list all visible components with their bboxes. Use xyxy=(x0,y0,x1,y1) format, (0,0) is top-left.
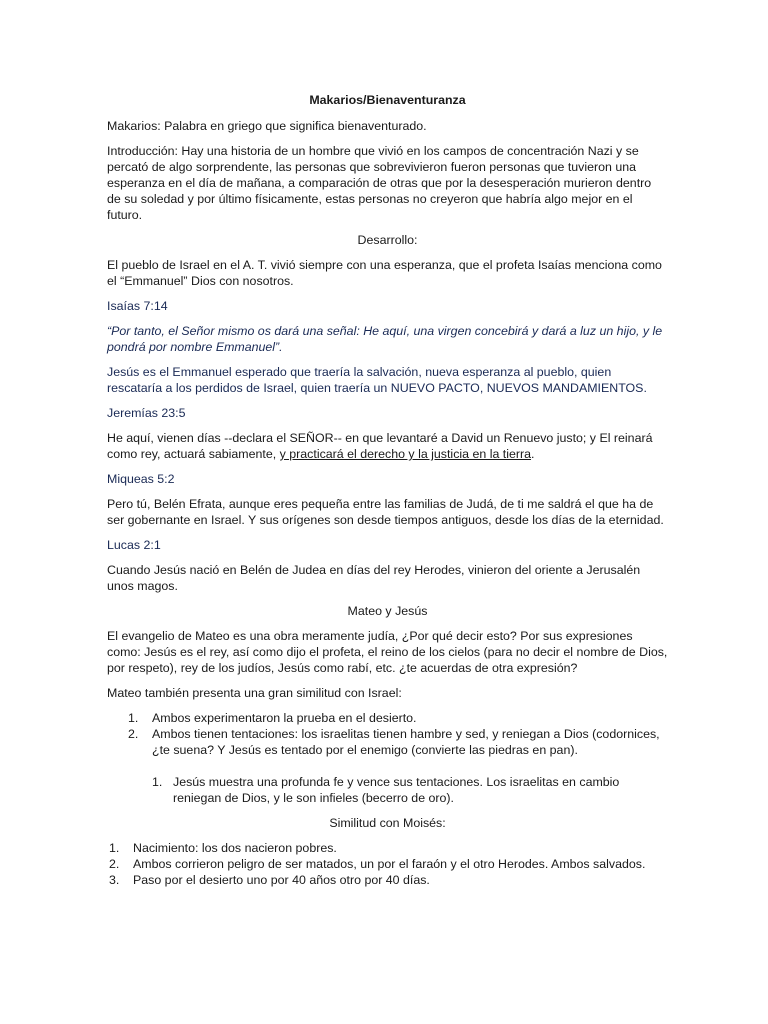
list-item-number: 2. xyxy=(109,857,120,871)
lucas-reference: Lucas 2:1 xyxy=(107,538,161,552)
moises-similarity-list xyxy=(107,840,668,888)
spacer xyxy=(107,767,668,774)
jeremias-text xyxy=(107,430,668,462)
list-item-text: Ambos experimentaron la prueba en el desierto. xyxy=(152,711,417,725)
list-item-number: 3. xyxy=(109,873,120,887)
list-item-text: Paso por el desierto uno por 40 años otro por 40 días. xyxy=(133,873,430,887)
list-item-number: 2. xyxy=(128,727,139,741)
miqueas-text: Pero tú, Belén Efrata, aunque eres pequeña entre las familias de Judá, de ti me saldrá el que ha de ser gobernante en Israel. Y sus orígenes son desde tiempos antiguos, desde los días de la eternidad. xyxy=(107,497,664,527)
jesus-paragraph: Jesús es el Emmanuel esperado que traería la salvación, nueva esperanza al pueblo, quien rescataría a los perdidos de Israel, quien traería un NUEVO PACTO, NUEVOS MANDAMIENTOS. xyxy=(107,365,647,395)
jeremias-underlined-text: y practicará el derecho y la justicia en la tierra xyxy=(279,447,532,461)
list-item xyxy=(107,710,668,726)
miqueas-reference: Miqueas 5:2 xyxy=(107,472,175,486)
moises-heading: Similitud con Moisés: xyxy=(329,816,446,830)
list-item-text: Jesús muestra una profunda fe y vence sus tentaciones. Los israelitas en cambio reniegan de Dios, y le son infieles (becerro de oro). xyxy=(173,775,620,805)
list-item-text: Ambos tienen tentaciones: los israelitas tienen hambre y sed, y reniegan a Dios (codornices, ¿te suena? Y Jesús es tentado por el enemigo (convierte las piedras en pan). xyxy=(152,727,660,757)
isaias-reference: Isaías 7:14 xyxy=(107,299,168,313)
list-item xyxy=(107,856,668,872)
mateo-heading: Mateo y Jesús xyxy=(347,604,428,618)
list-item xyxy=(107,840,668,856)
lucas-text: Cuando Jesús nació en Belén de Judea en días del rey Herodes, vinieron del oriente a Jerusalén unos magos. xyxy=(107,563,641,593)
list-item-number: 1. xyxy=(109,841,120,855)
definition-paragraph: Makarios: Palabra en griego que significa bienaventurado. xyxy=(107,119,427,133)
list-item xyxy=(107,726,668,758)
list-item-text: Ambos corrieron peligro de ser matados, un por el faraón y el otro Herodes. Ambos salvados. xyxy=(133,857,646,871)
document-title: Makarios/Bienaventuranza xyxy=(309,93,466,107)
nested-list xyxy=(107,774,668,806)
list-item-number: 1. xyxy=(128,711,139,725)
israel-paragraph: El pueblo de Israel en el A. T. vivió siempre con una esperanza, que el profeta Isaías menciona como el “Emmanuel” Dios con nosotros. xyxy=(107,258,662,288)
israel-similarity-list xyxy=(107,710,668,758)
list-item-number: 1. xyxy=(152,775,163,789)
jeremias-text-end: . xyxy=(531,447,535,461)
list-item xyxy=(107,774,668,806)
list-item-text: Nacimiento: los dos nacieron pobres. xyxy=(133,841,337,855)
similitud-israel-intro: Mateo también presenta una gran similitud con Israel: xyxy=(107,686,402,700)
list-item xyxy=(107,872,668,888)
introduction-paragraph: Introducción: Hay una historia de un hombre que vivió en los campos de concentración Nazi y se percató de algo sorprendente, las personas que sobrevivieron fueron personas que tuvieron una esperanza en el día de mañana, a comparación de otras que por la desesperación murieron dentro de su soledad y por último físicamente, estas personas no creyeron que habría algo mejor en el futuro. xyxy=(107,144,652,222)
mateo-paragraph: El evangelio de Mateo es una obra meramente judía, ¿Por qué decir esto? Por sus expresiones como: Jesús es el rey, así como dijo el profeta, el reino de los cielos (para no decir el nombre de Dios, por respeto), rey de los judíos, Jesús como rabí, etc. ¿te acuerdas de otra expresión? xyxy=(107,629,668,675)
desarrollo-heading: Desarrollo: xyxy=(357,233,418,247)
jeremias-text-start: He aquí, vienen días --declara el SEÑOR-- en que levantaré a David un Renuevo justo; y El reinará como rey, actuará sabiamente, xyxy=(107,431,653,461)
jeremias-reference: Jeremías 23:5 xyxy=(107,406,186,420)
isaias-quote: “Por tanto, el Señor mismo os dará una señal: He aquí, una virgen concebirá y dará a luz un hijo, y le pondrá por nombre Emmanuel”. xyxy=(107,324,663,354)
